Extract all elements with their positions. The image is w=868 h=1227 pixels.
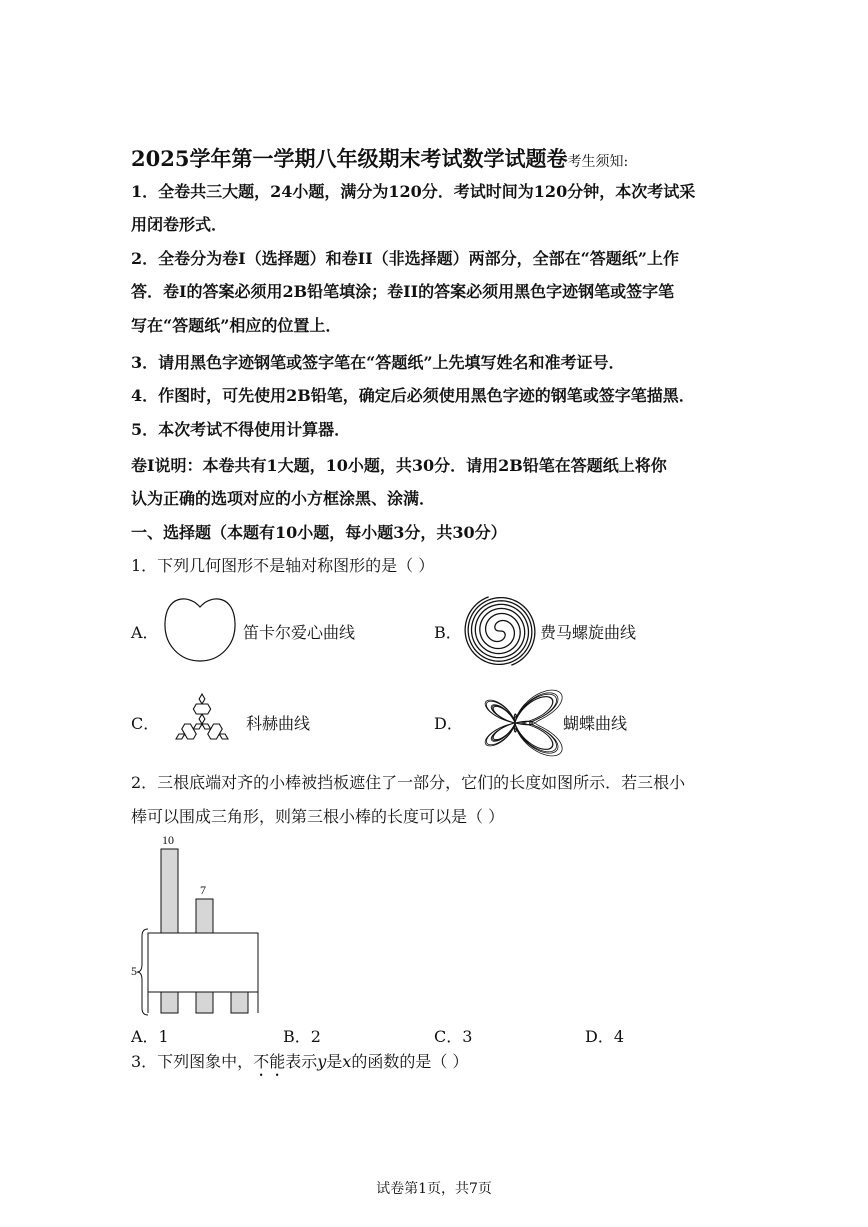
koch-snowflake-figure [162,680,242,762]
brace [137,929,148,1015]
option-c-label: 科赫曲线 [246,714,311,733]
instruction-line: 写在“答题纸”相应的位置上． [131,316,342,335]
q2-option-c: C．3 [434,1027,473,1046]
page-footer: 试卷第1页，共7页 [376,1181,492,1197]
q3-stem-text: 的函数的是（ ） [351,1052,469,1071]
instruction-line: 2．全卷分为卷I（选择题）和卷II（非选择题）两部分，全部在“答题纸”上作 [131,249,679,268]
stick-mid-label: 7 [200,883,206,897]
q3-stem-pre: 3．下列图象中， [131,1052,254,1071]
q3-stem-emphasis: 不能 [253,1052,286,1071]
option-b-letter: B． [434,623,462,642]
question-2-stem-line: 2．三根底端对齐的小棒被挡板遮住了一部分，它们的长度如图所示．若三根小 [131,773,686,792]
exam-title [131,143,628,173]
stick-long-bottom [161,992,178,1013]
section-heading: 一、选择题（本题有10小题，每小题3分，共30分） [131,523,507,542]
stick-long-label: 10 [162,833,174,847]
cover-board [148,933,258,992]
q3-var-x: x [342,1052,352,1071]
stick-mid [196,899,213,933]
exam-notice-heading: 考生须知: [567,154,629,170]
q3-stem-text: 表示 [285,1052,318,1071]
option-d-letter: D． [434,714,463,733]
instruction-line: 答．卷I的答案必须用2B铅笔填涂；卷II的答案必须用黑色字迹钢笔或签字笔 [131,282,675,301]
q2-option-a: A．1 [131,1027,169,1046]
sticks-board-figure [128,832,264,1018]
question-1-stem: 1．下列几何图形不是轴对称图形的是（ ） [131,556,435,575]
question-3-stem [131,1052,468,1080]
q2-option-b: B．2 [283,1027,321,1046]
brace-label: 5 [131,964,137,978]
instruction-line: 卷I说明：本卷共有1大题，10小题，共30分．请用2B铅笔在答题纸上将你 [131,456,667,475]
instruction-line: 5．本次考试不得使用计算器． [131,420,351,439]
q2-option-d: D．4 [585,1027,625,1046]
stick-mid-bottom [196,992,213,1013]
stick-long [161,849,178,933]
cardioid-heart-figure [160,593,240,665]
fermat-spiral-figure [461,592,539,670]
q3-var-y: y [317,1052,327,1071]
instruction-line: 1．全卷共三大题，24小题，满分为120分．考试时间为120分钟，本次考试采 [131,182,696,201]
question-2-stem-line: 棒可以围成三角形，则第三根小棒的长度可以是（ ） [131,807,505,826]
option-b-label: 费马螺旋曲线 [540,623,637,642]
option-a-label: 笛卡尔爱心曲线 [243,623,356,642]
option-a-letter: A． [131,623,159,642]
q3-stem-text: 是 [326,1052,343,1071]
instruction-line: 认为正确的选项对应的小方框涂黑、涂满． [131,489,436,508]
instruction-line: 4．作图时，可先使用2B铅笔，确定后必须使用黑色字迹的钢笔或签字笔描黑． [131,386,695,405]
exam-title-main: 2025学年第一学期八年级期末考试数学试题卷 [131,146,568,171]
option-d-label: 蝴蝶曲线 [563,714,628,733]
stick-third-bottom [231,992,248,1013]
instruction-line: 3．请用黑色字迹钢笔或签字笔在“答题纸”上先填写姓名和准考证号． [131,353,625,372]
instruction-line: 用闭卷形式． [131,215,228,234]
option-c-letter: C． [131,714,160,733]
butterfly-curve-figure [463,683,567,755]
